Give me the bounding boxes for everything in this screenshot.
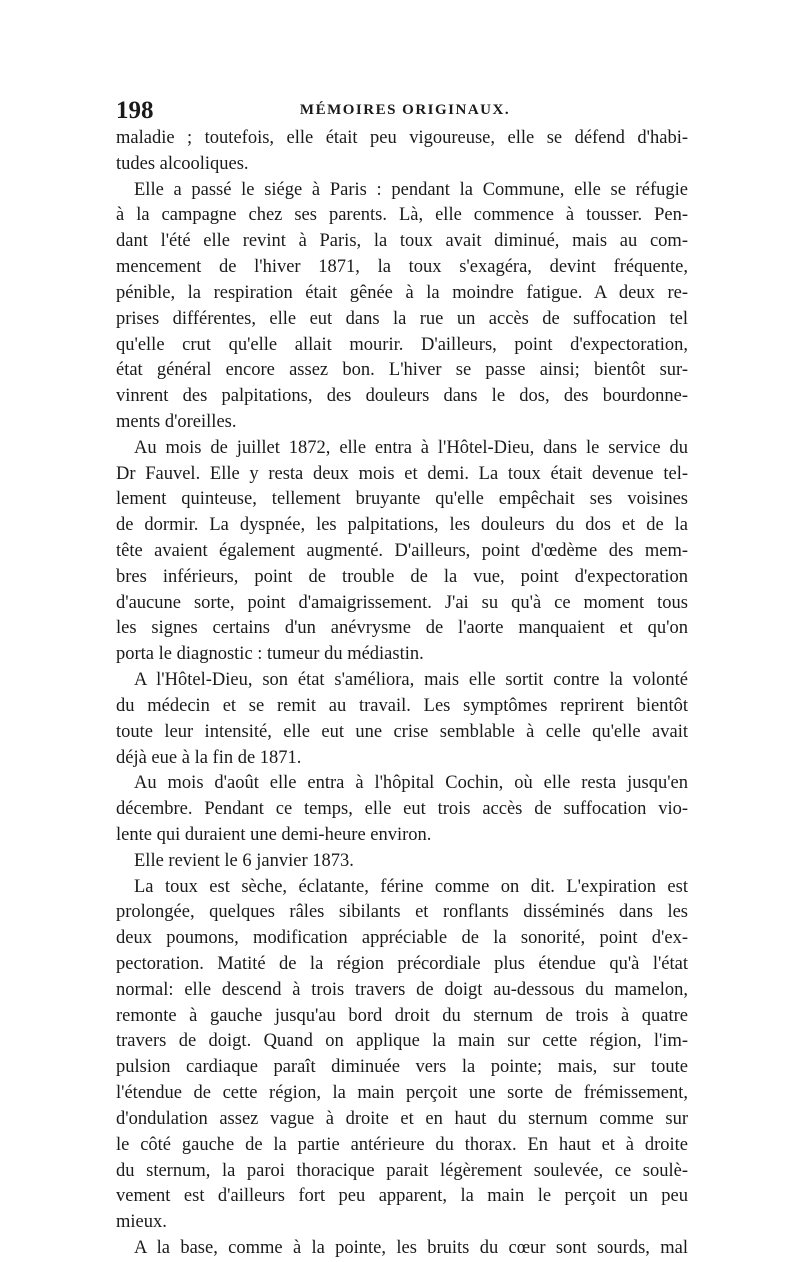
text-line: Dr Fauvel. Elle y resta deux mois et demi. La toux était devenue tel- [116,463,688,484]
text-line: mencement de l'hiver 1871, la toux s'exagéra, devint fréquente, [116,257,688,278]
text-line: toute leur intensité, elle eut une crise semblable à celle qu'elle avait [116,721,688,742]
text-line: état général encore assez bon. L'hiver se passe ainsi; bientôt sur- [116,360,688,381]
text-line: prises différentes, elle eut dans la rue un accès de suffocation tel [116,308,688,329]
text-line: bres inférieurs, point de trouble de la vue, point d'expectoration [116,566,688,587]
text-line: ments d'oreilles. [116,411,237,432]
text-line: à la campagne chez ses parents. Là, elle commence à tousser. Pen- [116,205,688,226]
text-line: vinrent des palpitations, des douleurs dans le dos, des bourdonne- [116,386,688,407]
text-line: A l'Hôtel-Dieu, son état s'améliora, mais elle sortit contre la volonté [134,670,688,691]
text-line: du médecin et se remit au travail. Les symptômes reprirent bientôt [116,695,688,716]
text-line: décembre. Pendant ce temps, elle eut trois accès de suffocation vio- [116,799,688,820]
text-line: travers de doigt. Quand on applique la main sur cette région, l'im- [116,1031,688,1052]
text-line: porta le diagnostic : tumeur du médiastin. [116,644,424,665]
text-line: lement quinteuse, tellement bruyante qu'elle empêchait ses voisines [116,489,688,510]
text-line: de dormir. La dyspnée, les palpitations, les douleurs du dos et de la [116,515,688,536]
text-line: qu'elle crut qu'elle allait mourir. D'ailleurs, point d'expectoration, [116,334,688,355]
text-line: deux poumons, modification appréciable de la sonorité, point d'ex- [116,928,688,949]
text-line: La toux est sèche, éclatante, férine comme on dit. L'expiration est [134,876,688,897]
text-line: d'aucune sorte, point d'amaigrissement. J'ai su qu'à ce moment tous [116,592,688,613]
text-line: déjà eue à la fin de 1871. [116,747,302,768]
text-line: pectoration. Matité de la région précordiale plus étendue qu'à l'état [116,954,688,974]
page-number: 198 [116,97,154,124]
text-line: lente qui duraient une demi-heure environ. [116,824,432,845]
text-line: vement est d'ailleurs fort peu apparent, la main le perçoit un peu [116,1186,688,1207]
text-line: dant l'été elle revint à Paris, la toux avait diminué, mais au com- [116,231,688,252]
text-line: d'ondulation assez vague à droite et en haut du sternum comme sur [116,1108,688,1129]
text-line: mieux. [116,1212,167,1233]
text-line: tête avaient également augmenté. D'ailleurs, point d'œdème des mem- [116,541,688,561]
text-line: A la base, comme à la pointe, les bruits du cœur sont sourds, mal [134,1237,688,1258]
text-line: Au mois de juillet 1872, elle entra à l'Hôtel-Dieu, dans le service du [134,437,688,458]
text-line: remonte à gauche jusqu'au bord droit du sternum de trois à quatre [116,1005,688,1026]
running-title: MÉMOIRES ORIGINAUX. [299,102,511,118]
text-line: prolongée, quelques râles sibilants et ronflants disséminés dans les [116,902,688,923]
text-line: tudes alcooliques. [116,153,249,174]
text-line: Elle a passé le siége à Paris : pendant la Commune, elle se réfugie [134,179,688,200]
text-line: Au mois d'août elle entra à l'hôpital Cochin, où elle resta jusqu'en [134,773,688,794]
body-text [116,126,688,1262]
text-line: du sternum, la paroi thoracique parait légèrement soulevée, ce soulè- [116,1160,688,1181]
text-line: pulsion cardiaque paraît diminuée vers la pointe; mais, sur toute [116,1057,688,1078]
text-line: le côté gauche de la partie antérieure du thorax. En haut et à droite [116,1134,688,1155]
text-line: l'étendue de cette région, la main perçoit une sorte de frémissement, [116,1083,688,1104]
text-line: pénible, la respiration était gênée à la moindre fatigue. A deux re- [116,282,688,303]
text-line: normal: elle descend à trois travers de doigt au-dessous du mamelon, [116,979,688,1000]
text-line: maladie ; toutefois, elle était peu vigoureuse, elle se défend d'habi- [116,128,688,148]
text-line: les signes certains d'un anévrysme de l'aorte manquaient et qu'on [116,618,688,639]
text-line: Elle revient le 6 janvier 1873. [134,850,354,871]
